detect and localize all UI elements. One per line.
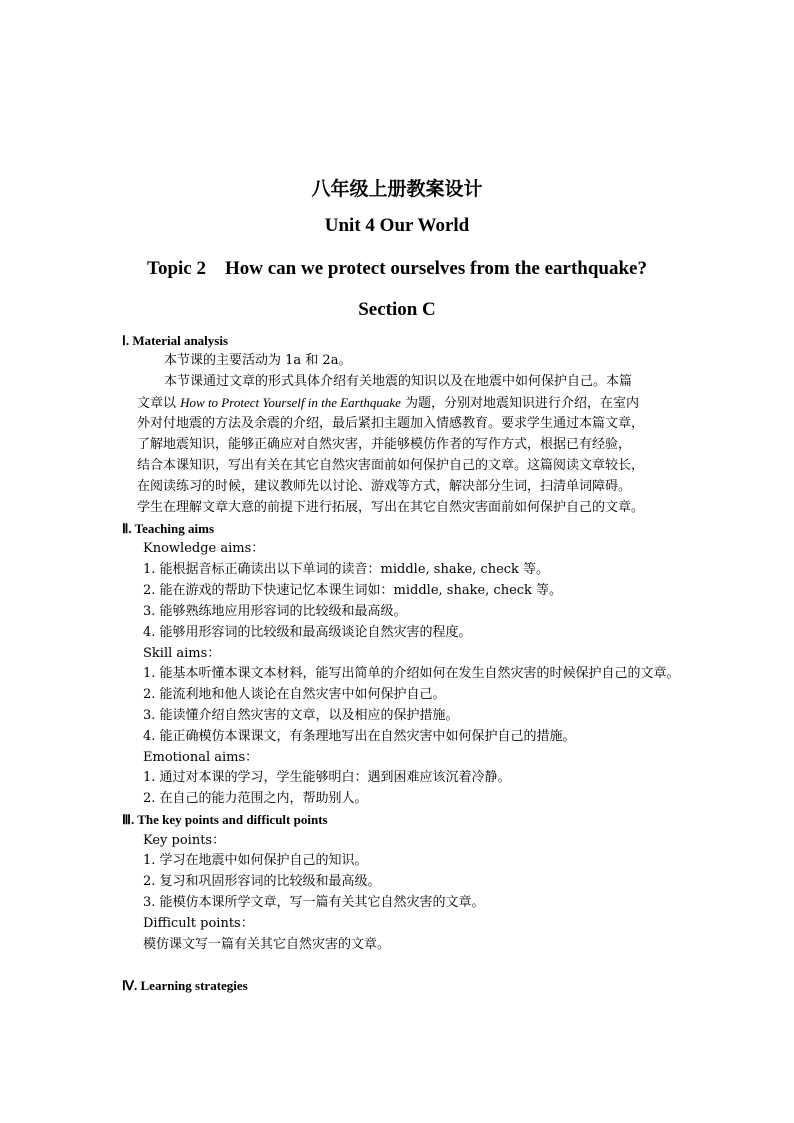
- list-item: 1. 能基本听懂本课文本材料，能写出简单的介绍如何在发生自然灾害的时候保护自己的文章。: [143, 666, 680, 681]
- section-title: Section C: [358, 299, 436, 320]
- difficult-points-label: Difficult points：: [143, 916, 254, 931]
- list-item: 2. 复习和巩固形容词的比较级和最高级。: [143, 874, 381, 889]
- list-item: 4. 能正确模仿本课课文，有条理地写出在自然灾害中如何保护自己的措施。: [143, 729, 576, 744]
- list-item: 4. 能够用形容词的比较级和最高级谈论自然灾害的程度。: [143, 625, 472, 640]
- list-item: 1. 能根据音标正确读出以下单词的读音：middle, shake, check 等。: [143, 562, 550, 577]
- knowledge-aims-label: Knowledge aims：: [143, 541, 265, 556]
- unit-title: Unit 4 Our World: [324, 215, 470, 236]
- material-paragraph-2-line: 结合本课知识，写出有关在其它自然灾害面前如何保护自己的文章。这篇阅读文章较长，: [137, 458, 645, 473]
- list-item: 3. 能够熟练地应用形容词的比较级和最高级。: [143, 604, 407, 619]
- article-title-italic: How to Protect Yourself in the Earthquake: [180, 395, 401, 410]
- list-item: 1. 通过对本课的学习，学生能够明白：遇到困难应该沉着冷静。: [143, 770, 511, 785]
- material-paragraph-1: 本节课的主要活动为 1a 和 2a。: [164, 353, 352, 368]
- text-run: 文章以: [137, 396, 181, 411]
- aims-heading: Ⅱ. Teaching aims: [122, 521, 215, 536]
- skill-aims-label: Skill aims：: [143, 646, 221, 661]
- material-paragraph-2-line: 外对付地震的方法及余震的介绍，最后紧扣主题加入情感教育。要求学生通过本篇文章，: [137, 416, 645, 431]
- list-item: 2. 能流利地和他人谈论在自然灾害中如何保护自己。: [143, 687, 446, 702]
- list-item: 3. 能读懂介绍自然灾害的文章，以及相应的保护措施。: [143, 708, 459, 723]
- topic-title: Topic 2 How can we protect ourselves from the earthquake?: [147, 258, 647, 279]
- material-heading: Ⅰ. Material analysis: [122, 333, 229, 348]
- list-item: 3. 能模仿本课所学文章，写一篇有关其它自然灾害的文章。: [143, 895, 485, 910]
- material-paragraph-2-line: 学生在理解文章大意的前提下进行拓展，写出在其它自然灾害面前如何保护自己的文章。: [137, 500, 645, 515]
- document-title: 八年级上册教案设计: [311, 178, 483, 200]
- text-run: 为题，分别对地震知识进行介绍，在室内: [400, 396, 640, 411]
- keypoints-heading: Ⅲ. The key points and difficult points: [122, 812, 328, 827]
- strategies-heading: Ⅳ. Learning strategies: [122, 978, 248, 993]
- emotional-aims-label: Emotional aims：: [143, 750, 259, 765]
- list-item: 2. 在自己的能力范围之内，帮助别人。: [143, 791, 368, 806]
- key-points-label: Key points：: [143, 833, 226, 848]
- list-item: 2. 能在游戏的帮助下快速记忆本课生词如：middle, shake, check 等。: [143, 583, 563, 598]
- list-item: 1. 学习在地震中如何保护自己的知识。: [143, 853, 368, 868]
- difficult-point-text: 模仿课文写一篇有关其它自然灾害的文章。: [143, 937, 391, 952]
- material-paragraph-2-line: 在阅读练习的时候，建议教师先以讨论、游戏等方式，解决部分生词，扫清单词障碍。: [137, 479, 632, 494]
- material-paragraph-2-line: 了解地震知识，能够正确应对自然灾害，并能够模仿作者的写作方式，根据已有经验，: [137, 437, 632, 452]
- material-paragraph-2-line: 本节课通过文章的形式具体介绍有关地震的知识以及在地震中如何保护自己。本篇: [164, 374, 633, 389]
- material-paragraph-2-line: [137, 394, 639, 413]
